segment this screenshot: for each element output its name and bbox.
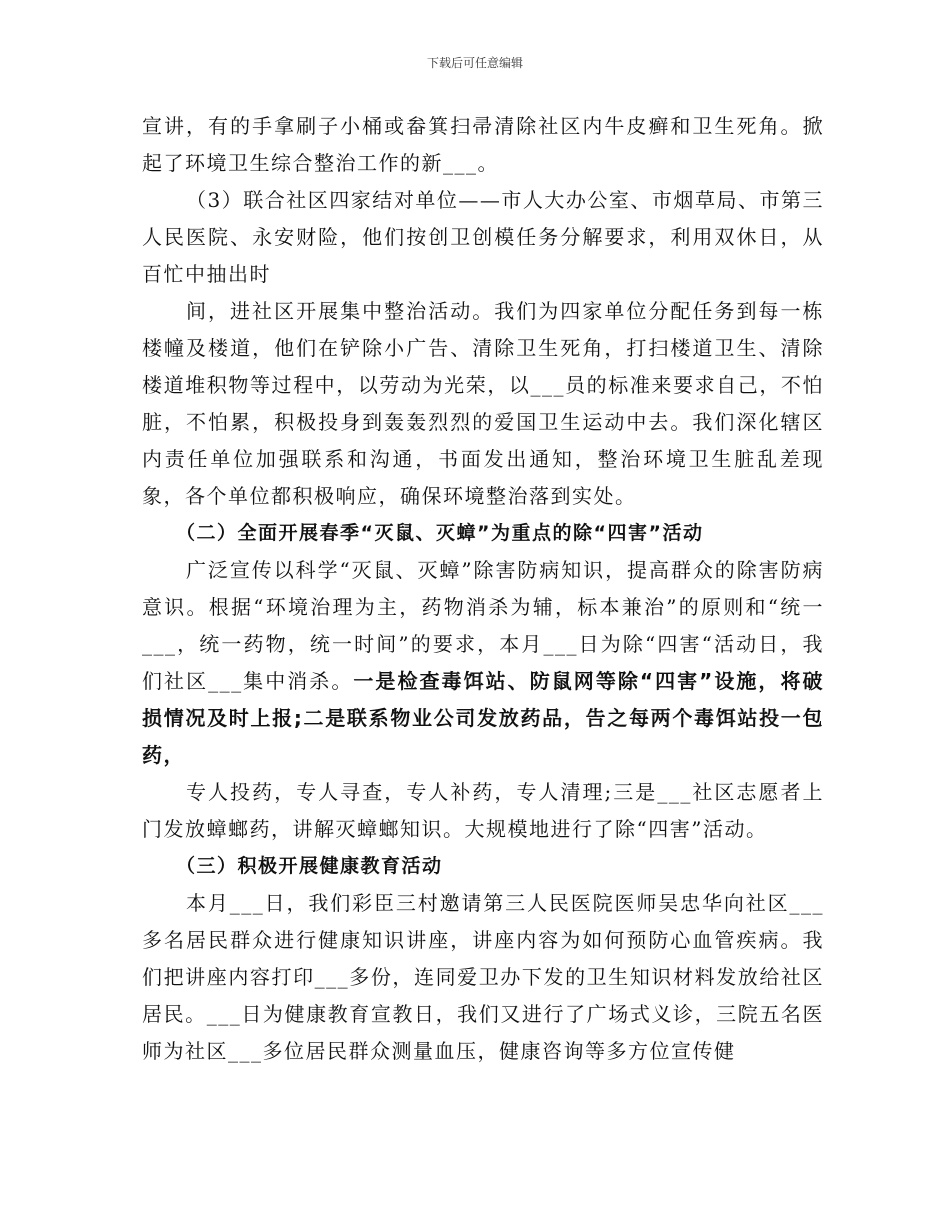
section-heading-2: （二）全面开展春季“灭鼠、灭蟑”为重点的除“四害”活动 bbox=[176, 522, 704, 544]
paragraph-1: 宣讲，有的手拿刷子小桶或畚箕扫帚清除社区内牛皮癣和卫生死角。掀起了环境卫生综合整治工作的新___。 bbox=[142, 114, 824, 175]
paragraph-2: （3）联合社区四家结对单位——市人大办公室、市烟草局、市第三人民医院、永安财险，他们按创卫创模任务分解要求，利用双休日，从百忙中抽出时 bbox=[142, 188, 824, 286]
section-heading-3: （三）积极开展健康教育活动 bbox=[176, 855, 443, 877]
paragraph-5: 专人投药，专人寻查，专人补药，专人清理;三是___社区志愿者上门发放蟑螂药，讲解灭蟑螂知识。大规模地进行了除“四害”活动。 bbox=[142, 780, 824, 841]
document-body bbox=[142, 108, 824, 1070]
page-header: 下载后可任意编辑 bbox=[426, 56, 523, 70]
paragraph-6: 本月___日，我们彩臣三村邀请第三人民医院医师吴忠华向社区___多名居民群众进行健康知识讲座，讲座内容为如何预防心血管疾病。我们把讲座内容打印___多份，连同爱卫办下发的卫生知识材料发放给社区居民。___日为健康教育宣教日，我们又进行了广场式义诊，三院五名医师为社区___多位居民群众测量血压，健康咨询等多方位宣传健 bbox=[142, 891, 824, 1063]
paragraph-4 bbox=[142, 552, 824, 774]
paragraph-4-bold-text: 一是检查毒饵站、防鼠网等除“四害”设施，将破损情况及时上报;二是联系物业公司发放药品，告之每两个毒饵站投一包药， bbox=[142, 669, 825, 767]
paragraph-4-text: 广泛宣传以科学“灭鼠、灭蟑”除害防病知识，提高群众的除害防病意识。根据“环境治理为主，药物消杀为辅，标本兼治”的原则和“统一___，统一药物，统一时间”的要求，本月___日为除“四害“活动日，我们社区___集中消杀。 bbox=[142, 558, 824, 693]
paragraph-3: 间，进社区开展集中整治活动。我们为四家单位分配任务到每一栋楼幢及楼道，他们在铲除小广告、清除卫生死角，打扫楼道卫生、清除楼道堆积物等过程中，以劳动为光荣，以___员的标准来要求自己，不怕脏，不怕累，积极投身到轰轰烈烈的爱国卫生运动中去。我们深化辖区内责任单位加强联系和沟通，书面发出通知，整治环境卫生脏乱差现象，各个单位都积极响应，确保环境整治落到实处。 bbox=[142, 299, 824, 508]
